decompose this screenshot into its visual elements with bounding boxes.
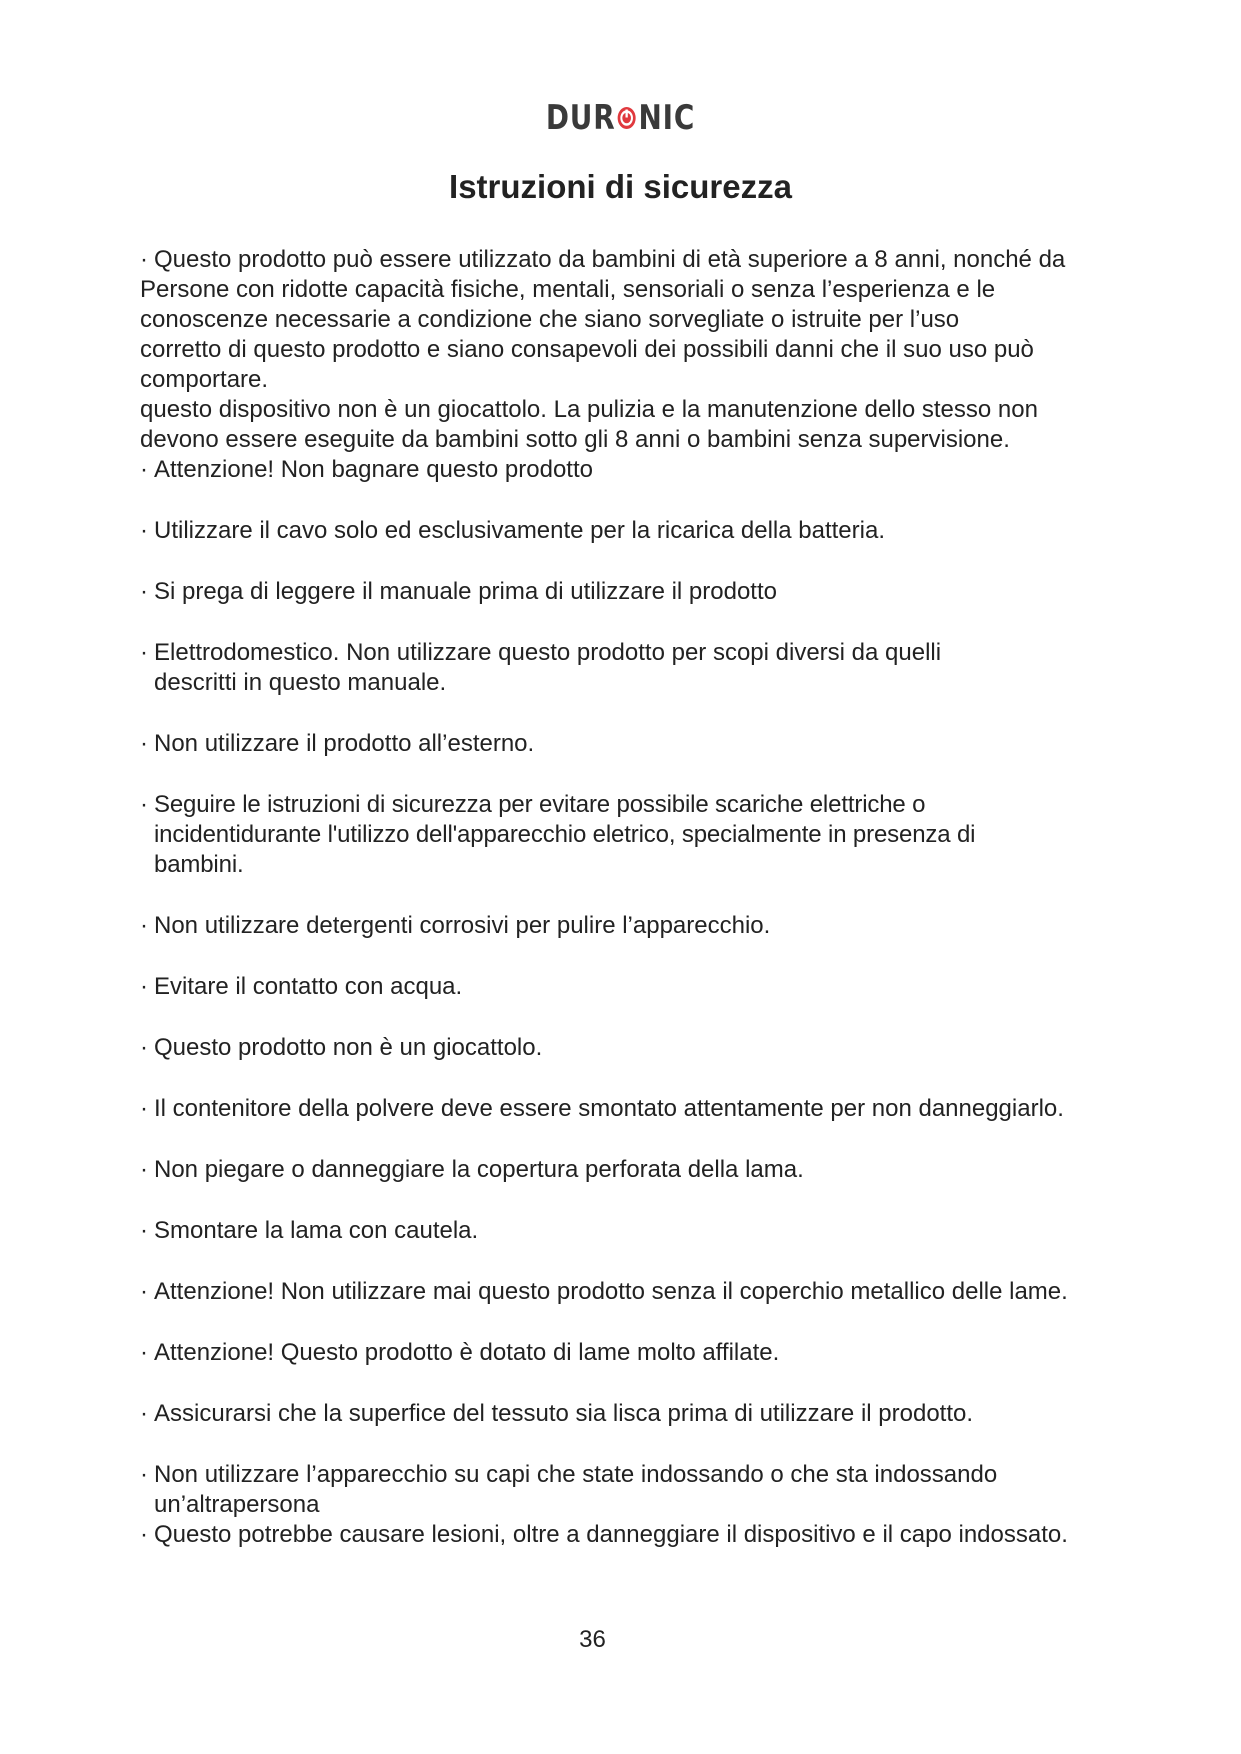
safety-instructions bbox=[140, 245, 1140, 1550]
list-item bbox=[140, 245, 1140, 275]
item-text: Seguire le istruzioni di sicurezza per evitare possibile scariche elettriche o incidentidurante l'utilizzo dell'apparecchio eletrico, specialmente in presenza di bambini. bbox=[154, 791, 976, 878]
intro-line: corretto di questo prodotto e siano consapevoli dei possibili danni che il suo uso può bbox=[140, 336, 1034, 363]
intro-line: Persone con ridotte capacità fisiche, mentali, sensoriali o senza l’esperienza e le bbox=[140, 276, 996, 303]
list-item bbox=[140, 972, 1140, 1002]
list-item bbox=[140, 1094, 1140, 1124]
bullet-dot: · bbox=[140, 1034, 148, 1061]
list-item bbox=[140, 577, 1140, 607]
bullet-dot: · bbox=[140, 973, 148, 1000]
list-item bbox=[140, 1155, 1140, 1185]
logo-text-left: DUR bbox=[545, 98, 616, 138]
bullet-dot: · bbox=[140, 456, 148, 483]
item-text: Questo potrebbe causare lesioni, oltre a danneggiare il dispositivo e il capo indossato. bbox=[154, 1521, 1068, 1548]
list-item bbox=[140, 1520, 1140, 1550]
page-number: 36 bbox=[579, 1626, 606, 1653]
bullet-dot: · bbox=[140, 1339, 148, 1366]
bullet-dot: · bbox=[140, 1278, 148, 1305]
list-item bbox=[140, 729, 1140, 759]
list-item bbox=[140, 1277, 1140, 1307]
list-item bbox=[140, 1399, 1140, 1429]
list-item bbox=[140, 1033, 1140, 1063]
item-text: Assicurarsi che la superfice del tessuto sia lisca prima di utilizzare il prodotto. bbox=[154, 1400, 974, 1427]
item-text: Non utilizzare detergenti corrosivi per pulire l’apparecchio. bbox=[154, 912, 771, 939]
duronic-logo bbox=[112, 98, 1130, 138]
bullet-dot: · bbox=[140, 1217, 148, 1244]
bullet-dot: · bbox=[140, 1521, 148, 1548]
intro-line: questo dispositivo non è un giocattolo. La pulizia e la manutenzione dello stesso non bbox=[140, 396, 1038, 423]
list-item bbox=[140, 790, 1014, 880]
item-text: Non utilizzare l’apparecchio su capi che state indossando o che sta indossando un’altrapersona bbox=[154, 1461, 998, 1518]
bullet-dot: · bbox=[140, 730, 148, 757]
intro-line: devono essere eseguite da bambini sotto gli 8 anni o bambini senza supervisione. bbox=[140, 426, 1010, 453]
bullet-dot: · bbox=[140, 912, 148, 939]
bullet-dot: · bbox=[140, 1095, 148, 1122]
item-text: Questo prodotto può essere utilizzato da bambini di età superiore a 8 anni, nonché da bbox=[154, 246, 1066, 273]
bullet-dot: · bbox=[140, 517, 148, 544]
item-text: Questo prodotto non è un giocattolo. bbox=[154, 1034, 543, 1061]
item-text: Non piegare o danneggiare la copertura perforata della lama. bbox=[154, 1156, 804, 1183]
bullet-dot: · bbox=[140, 1400, 148, 1427]
item-text: Elettrodomestico. Non utilizzare questo prodotto per scopi diversi da quelli descritti in questo manuale. bbox=[154, 639, 942, 696]
list-item bbox=[140, 638, 1004, 698]
item-text: Evitare il contatto con acqua. bbox=[154, 973, 463, 1000]
list-item bbox=[140, 1216, 1140, 1246]
item-text: Smontare la lama con cautela. bbox=[154, 1217, 479, 1244]
list-item bbox=[140, 1460, 1084, 1520]
bullet-dot: · bbox=[140, 1461, 148, 1488]
intro-line: comportare. bbox=[140, 366, 269, 393]
item-text: Attenzione! Non bagnare questo prodotto bbox=[154, 456, 593, 483]
page-title: Istruzioni di sicurezza bbox=[449, 168, 792, 205]
item-text: Si prega di leggere il manuale prima di utilizzare il prodotto bbox=[154, 578, 777, 605]
list-item bbox=[140, 516, 1140, 546]
bullet-dot: · bbox=[140, 1156, 148, 1183]
item-text: Attenzione! Non utilizzare mai questo prodotto senza il coperchio metallico delle lame. bbox=[154, 1278, 1068, 1305]
list-item bbox=[140, 1338, 1140, 1368]
logo-text-right: NIC bbox=[638, 98, 696, 138]
item-text: Il contenitore della polvere deve essere smontato attentamente per non danneggiarlo. bbox=[154, 1095, 1064, 1122]
bullet-dot: · bbox=[140, 791, 148, 818]
list-item bbox=[140, 455, 1140, 485]
bullet-dot: · bbox=[140, 639, 148, 666]
bullet-dot: · bbox=[140, 246, 148, 273]
bullet-dot: · bbox=[140, 578, 148, 605]
item-text: Attenzione! Questo prodotto è dotato di lame molto affilate. bbox=[154, 1339, 780, 1366]
list-item bbox=[140, 911, 1140, 941]
item-text: Non utilizzare il prodotto all’esterno. bbox=[154, 730, 535, 757]
intro-line: conoscenze necessarie a condizione che siano sorvegliate o istruite per l’uso bbox=[140, 306, 960, 333]
item-text: Utilizzare il cavo solo ed esclusivamente per la ricarica della batteria. bbox=[154, 517, 885, 544]
power-icon bbox=[617, 106, 637, 130]
